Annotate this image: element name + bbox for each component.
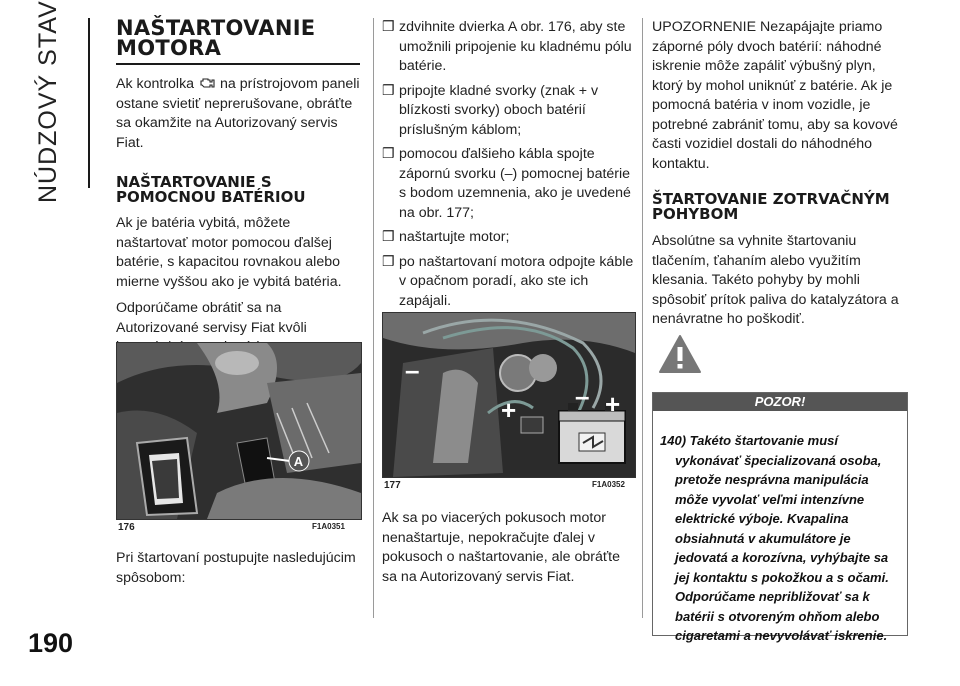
warning-box xyxy=(652,392,908,643)
warning-triangle-icon xyxy=(658,334,702,374)
figure-176-illustration xyxy=(117,343,361,519)
figure-177-minus-sign-left: – xyxy=(405,355,420,385)
heading-engine-start: NAŠTARTOVANIE MOTORA xyxy=(116,18,360,65)
figure-177-plus-sign-left: + xyxy=(501,395,517,425)
figure-176-code: F1A0351 xyxy=(312,522,345,531)
figure-177-number: 177 xyxy=(384,480,401,491)
section-title-vertical: NÚDZOVÝ STAV xyxy=(34,0,62,203)
checkbox-bullet-icon: ❒ xyxy=(382,229,395,245)
heading-jump-start: NAŠTARTOVANIE S POMOCNOU BATÉRIOU xyxy=(116,173,306,206)
figure-177-plus-sign-right: + xyxy=(605,389,621,419)
warning-box-text: 140) Takéto štartovanie musí vykonávať špecializovaná osoba, pretože nesprávna manipulácia môže vyvolať veľmi intenzívne elektrické výboje. Kvapalina obsiahnutá v akumulátore je jedovatá a korozívna, vyhýbajte sa jej kontaktu s pokožkou a s očami. Odporúčame nepribližovať sa k batérii s otvoreným ohňom alebo cigaretami a nevyvolávať iskrenie. xyxy=(660,433,889,643)
list-item: ❒ po naštartovaní motora odpojte káble v opačnom poradí, ako ste ich zapájali. xyxy=(382,253,634,309)
intro-text-start: Ak kontrolka xyxy=(116,76,195,92)
procedure-steps-list xyxy=(382,18,634,311)
checkbox-bullet-icon: ❒ xyxy=(382,82,395,99)
failed-start-paragraph: Ak sa po viacerých pokusoch motor nenaštartuje, nepokračujte ďalej v pokusoch o naštartovanie, ale obráťte sa na Autorizovaný servis Fiat. xyxy=(382,510,620,585)
list-item: ❒ zdvihnite dvierka A obr. 176, aby ste umožnili pripojenie ku kladnému pólu batérie. xyxy=(382,19,632,74)
list-item: ❒ pomocou ďalšieho kábla spojte zápornú svorku (–) pomocnej batérie s bodom uzemnenia, ako je uvedené na obr. 177; xyxy=(382,146,631,221)
figure-176-battery-door xyxy=(116,342,362,520)
column-divider-1 xyxy=(373,18,374,618)
list-item: ❒ naštartujte motor; xyxy=(382,228,634,248)
figure-177-jump-cables xyxy=(382,312,636,478)
heading-push-start: ŠTARTOVANIE ZOTRVAČNÝM POHYBOM xyxy=(652,190,890,223)
column-divider-2 xyxy=(642,18,643,618)
warning-box-title: POZOR! xyxy=(653,393,907,411)
figure-177-minus-sign-right: – xyxy=(575,381,590,411)
procedure-intro: Pri štartovaní postupujte nasledujúcim spôsobom: xyxy=(116,550,356,586)
intro-paragraph xyxy=(116,75,360,153)
column-3 xyxy=(652,18,908,330)
column-1 xyxy=(116,18,360,376)
column-2 xyxy=(382,18,634,316)
service-paragraph: Odporúčame obrátiť sa na Autorizované servisy Fiat kvôli xyxy=(116,300,307,336)
engine-warning-icon xyxy=(199,77,215,89)
figure-176-callout-a: A xyxy=(293,454,304,469)
intro-text-end: na prístrojovom paneli ostane svietiť neprerušovane, obráťte sa okamžite na Autorizovaný servis Fiat. xyxy=(116,76,360,151)
jump-start-paragraph: Ak je batéria vybitá, môžete naštartovať motor pomocou ďalšej batérie, s kapacitou rovnakou alebo mierne vyššou ako je vybitá batéria. xyxy=(116,215,342,290)
page-number: 190 xyxy=(28,628,74,658)
checkbox-bullet-icon: ❒ xyxy=(382,146,395,162)
caution-paragraph: UPOZORNENIE Nezapájajte priamo záporné póly dvoch batérií: náhodné iskrenie môže zapáliť výbušný plyn, ktorý by mohol uniknúť z batérie. Ak je pomocná batéria v inom vozidle, je potrebné zabrániť tomu, aby sa kovové časti vozidiel dostali do náhodného kontaktu. xyxy=(652,19,898,172)
checkbox-bullet-icon: ❒ xyxy=(382,19,395,35)
figure-176-number: 176 xyxy=(118,522,135,533)
checkbox-bullet-icon: ❒ xyxy=(382,253,395,270)
list-item: ❒ pripojte kladné svorky (znak + v blízkosti svorky) oboch batérií príslušným káblom; xyxy=(382,82,599,138)
push-start-paragraph: Absolútne sa vyhnite štartovaniu tlačením, ťahaním alebo využitím klesania. Takéto pohyby by mohli spôsobiť prítok paliva do katalyzátora a nenávratne ho poškodiť. xyxy=(652,233,899,327)
section-divider xyxy=(88,18,90,188)
figure-177-code: F1A0352 xyxy=(592,480,625,489)
